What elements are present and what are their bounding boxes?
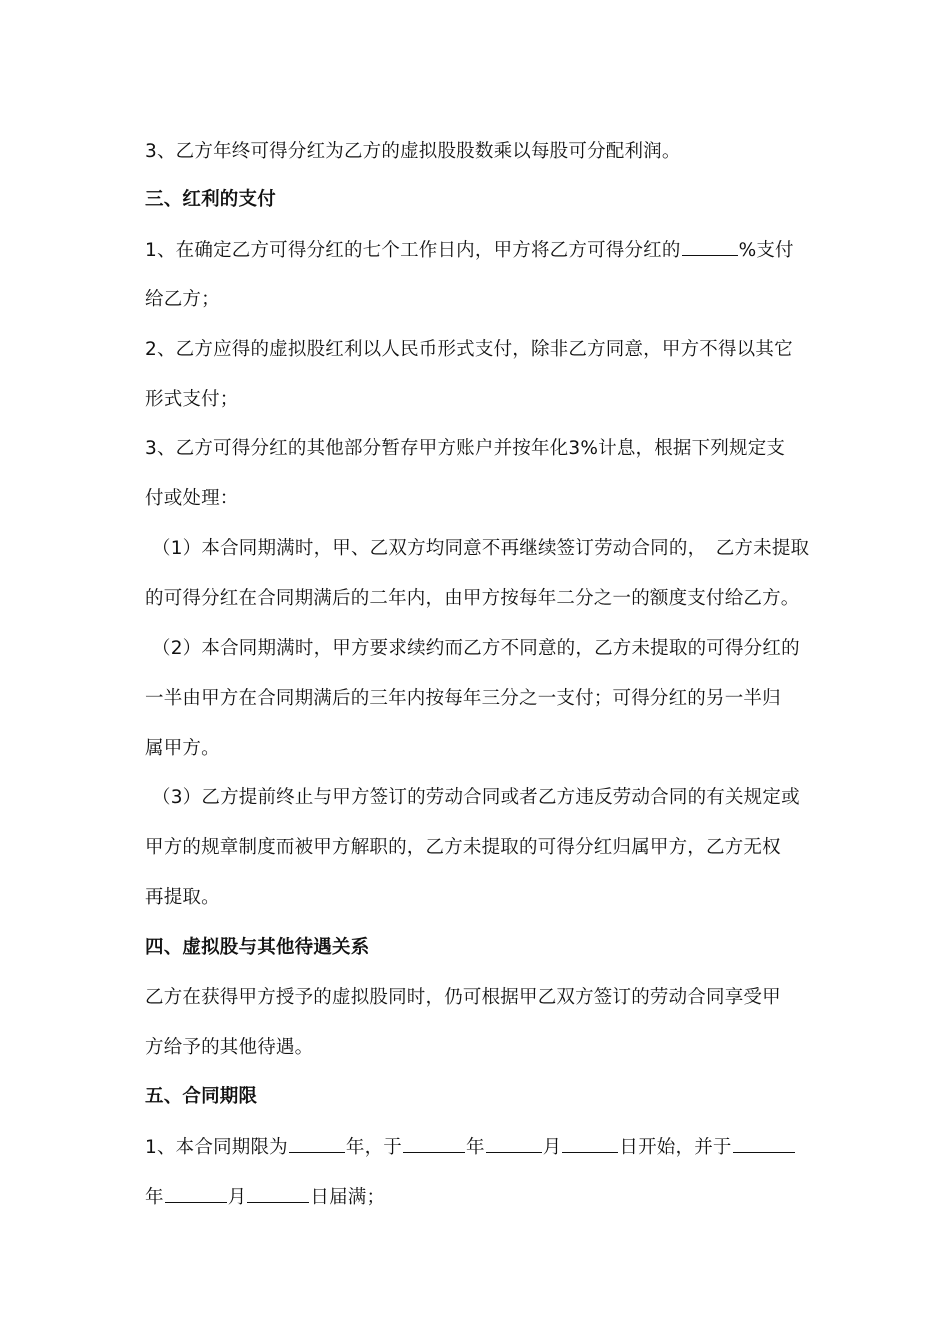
paragraph-line: 付或处理： <box>145 488 239 509</box>
paragraph-line: 3、乙方可得分红的其他部分暂存甲方账户并按年化3%计息，根据下列规定支 <box>145 438 786 459</box>
paragraph-line: 的可得分红在合同期满后的二年内，由甲方按每年二分之一的额度支付给乙方。 <box>145 588 800 609</box>
blank-underline <box>733 1134 795 1153</box>
paragraph-line: 给乙方； <box>145 289 220 310</box>
paragraph-line: （3）乙方提前终止与甲方签订的劳动合同或者乙方违反劳动合同的有关规定或 <box>152 787 800 808</box>
blank-underline <box>562 1134 618 1153</box>
section-heading-4: 四、虚拟股与其他待遇关系 <box>145 937 370 958</box>
text-segment: 日开始，并于 <box>619 1137 732 1158</box>
text-segment: 年 <box>145 1187 164 1208</box>
paragraph-line: 一半由甲方在合同期满后的三年内按每年三分之一支付；可得分红的另一半归 <box>145 688 781 709</box>
text-segment: 年 <box>465 1137 485 1158</box>
paragraph-line: （2）本合同期满时，甲方要求续约而乙方不同意的，乙方未提取的可得分红的 <box>152 638 800 659</box>
blank-underline <box>682 237 738 256</box>
blank-underline <box>486 1134 542 1153</box>
paragraph-line: （1）本合同期满时，甲、乙双方均同意不再继续签订劳动合同的， 乙方未提取 <box>152 538 810 559</box>
paragraph-line <box>145 237 815 264</box>
blank-underline <box>165 1184 227 1203</box>
text-segment: 1、本合同期限为 <box>145 1137 288 1158</box>
paragraph-line: 3、乙方年终可得分红为乙方的虚拟股股数乘以每股可分配利润。 <box>145 141 681 162</box>
blank-underline <box>289 1134 345 1153</box>
paragraph-line: 2、乙方应得的虚拟股红利以人民币形式支付，除非乙方同意，甲方不得以其它 <box>145 339 793 360</box>
section-heading-3: 三、红利的支付 <box>145 189 276 210</box>
paragraph-line: 形式支付； <box>145 389 239 410</box>
blank-underline <box>403 1134 465 1153</box>
text-segment: 月 <box>542 1137 562 1158</box>
term-line <box>145 1134 815 1161</box>
paragraph-line: 再提取。 <box>145 887 220 908</box>
text-segment: 日届满； <box>310 1187 386 1208</box>
paragraph-line: 方给予的其他待遇。 <box>145 1037 314 1058</box>
end-line <box>145 1184 815 1211</box>
text-segment: 月 <box>227 1187 247 1208</box>
paragraph-line: 甲方的规章制度而被甲方解职的，乙方未提取的可得分红归属甲方，乙方无权 <box>145 837 781 858</box>
blank-underline <box>247 1184 309 1203</box>
paragraph-line: 属甲方。 <box>145 738 220 759</box>
text-segment: 1、在确定乙方可得分红的七个工作日内，甲方将乙方可得分红的 <box>145 240 681 261</box>
section-heading-5: 五、合同期限 <box>145 1086 258 1107</box>
text-segment: %支付 <box>738 240 794 261</box>
paragraph-line: 乙方在获得甲方授予的虚拟股同时，仍可根据甲乙双方签订的劳动合同享受甲 <box>145 987 781 1008</box>
text-segment: 年，于 <box>345 1137 402 1158</box>
